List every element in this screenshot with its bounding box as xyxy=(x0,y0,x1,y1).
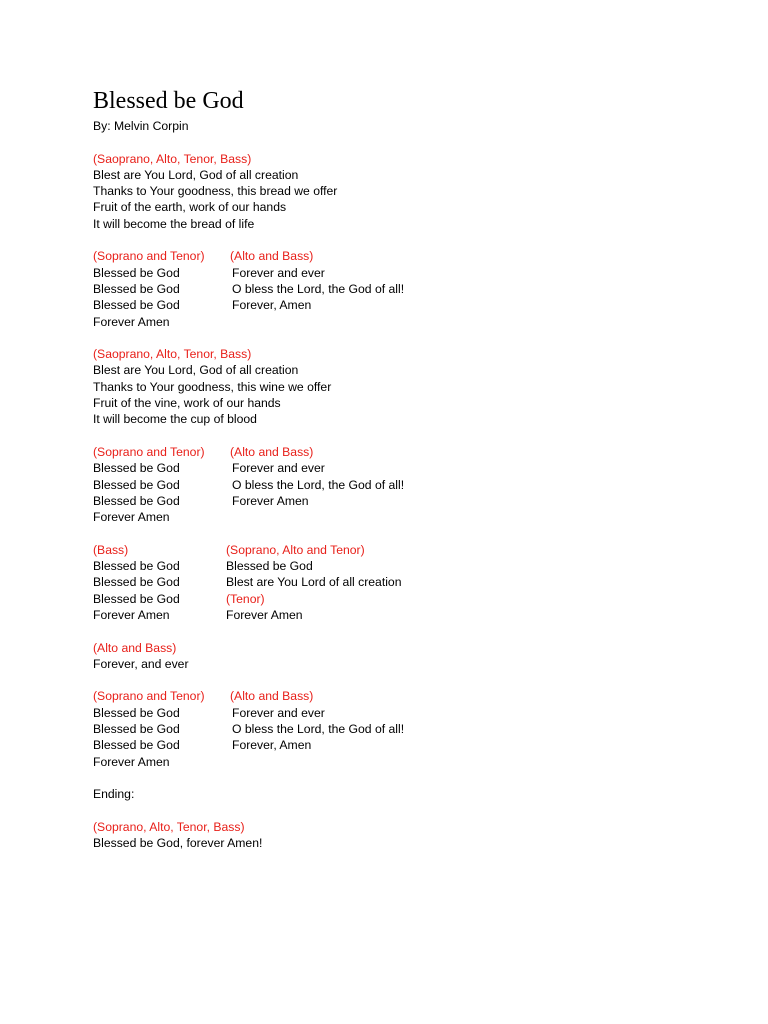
verse-2-line: It will become the cup of blood xyxy=(93,412,257,427)
chorus-1-right-label: (Alto and Bass) xyxy=(230,249,314,264)
bridge xyxy=(93,542,733,623)
chorus-2-right-line: O bless the Lord, the God of all! xyxy=(232,477,405,492)
chorus-2-left-line: Blessed be God xyxy=(93,477,180,492)
bridge-left-line: Blessed be God xyxy=(93,559,180,574)
chorus-2-right-line: Forever and ever xyxy=(232,461,325,476)
chorus-3-right-line: O bless the Lord, the God of all! xyxy=(232,721,405,736)
chorus-1-right-line: O bless the Lord, the God of all! xyxy=(232,281,405,296)
verse-1-line: Thanks to Your goodness, this bread we offer xyxy=(93,184,338,199)
chorus-3-left-line: Blessed be God xyxy=(93,738,180,753)
chorus-1-left-line: Forever Amen xyxy=(93,314,170,329)
chorus-1-right-line: Forever, Amen xyxy=(232,298,312,313)
chorus-3-left-line: Forever Amen xyxy=(93,754,170,769)
bridge-right-line: Blessed be God xyxy=(226,559,313,574)
chorus-2-left-line: Forever Amen xyxy=(93,510,170,525)
bridge-left-line: Blessed be God xyxy=(93,575,180,590)
chorus-3-right-line: Forever, Amen xyxy=(232,738,312,753)
verse-2-part-label: (Saoprano, Alto, Tenor, Bass) xyxy=(93,347,252,362)
chorus-1 xyxy=(93,248,733,329)
chorus-3-right-line: Forever and ever xyxy=(232,705,325,720)
ending-part-label: (Soprano, Alto, Tenor, Bass) xyxy=(93,819,245,834)
alto-bass-label: (Alto and Bass) xyxy=(93,640,177,655)
ending xyxy=(93,819,733,852)
bridge-tenor-label: (Tenor) xyxy=(226,591,265,606)
chorus-3-left-line: Blessed be God xyxy=(93,721,180,736)
chorus-3-left-line: Blessed be God xyxy=(93,705,180,720)
ending-heading: Ending: xyxy=(93,787,135,802)
chorus-1-left-label: (Soprano and Tenor) xyxy=(93,249,205,264)
chorus-2-left-line: Blessed be God xyxy=(93,461,180,476)
chorus-2-left-line: Blessed be God xyxy=(93,493,180,508)
verse-2 xyxy=(93,346,733,427)
chorus-2-left-label: (Soprano and Tenor) xyxy=(93,444,205,459)
bridge-right-line: Forever Amen xyxy=(226,607,303,622)
chorus-2 xyxy=(93,444,733,525)
chorus-1-left-line: Blessed be God xyxy=(93,265,180,280)
bridge-right-line: Blest are You Lord of all creation xyxy=(226,575,402,590)
verse-1-line: It will become the bread of life xyxy=(93,216,255,231)
chorus-1-left-line: Blessed be God xyxy=(93,298,180,313)
chorus-1-left-line: Blessed be God xyxy=(93,281,180,296)
bridge-right-label: (Soprano, Alto and Tenor) xyxy=(226,542,365,557)
chorus-3 xyxy=(93,688,733,769)
ending-heading-section xyxy=(93,786,733,802)
verse-2-line: Fruit of the vine, work of our hands xyxy=(93,396,281,411)
verse-2-line: Thanks to Your goodness, this wine we offer xyxy=(93,379,332,394)
ending-line: Blessed be God, forever Amen! xyxy=(93,836,263,851)
song-title: Blessed be God xyxy=(93,88,244,114)
verse-1 xyxy=(93,151,733,232)
alto-bass-line: Forever, and ever xyxy=(93,656,189,671)
verse-1-part-label: (Saoprano, Alto, Tenor, Bass) xyxy=(93,151,252,166)
verse-1-line: Blest are You Lord, God of all creation xyxy=(93,167,299,182)
bridge-left-line: Blessed be God xyxy=(93,591,180,606)
chorus-2-right-label: (Alto and Bass) xyxy=(230,444,314,459)
bridge-left-line: Forever Amen xyxy=(93,607,170,622)
lyrics-document xyxy=(93,86,733,851)
chorus-3-left-label: (Soprano and Tenor) xyxy=(93,689,205,704)
song-author: By: Melvin Corpin xyxy=(93,119,189,133)
verse-2-line: Blest are You Lord, God of all creation xyxy=(93,363,299,378)
chorus-2-right-line: Forever Amen xyxy=(232,493,309,508)
bridge-left-label: (Bass) xyxy=(93,542,129,557)
chorus-1-right-line: Forever and ever xyxy=(232,265,325,280)
verse-1-line: Fruit of the earth, work of our hands xyxy=(93,200,287,215)
alto-bass-section xyxy=(93,640,733,673)
chorus-3-right-label: (Alto and Bass) xyxy=(230,689,314,704)
